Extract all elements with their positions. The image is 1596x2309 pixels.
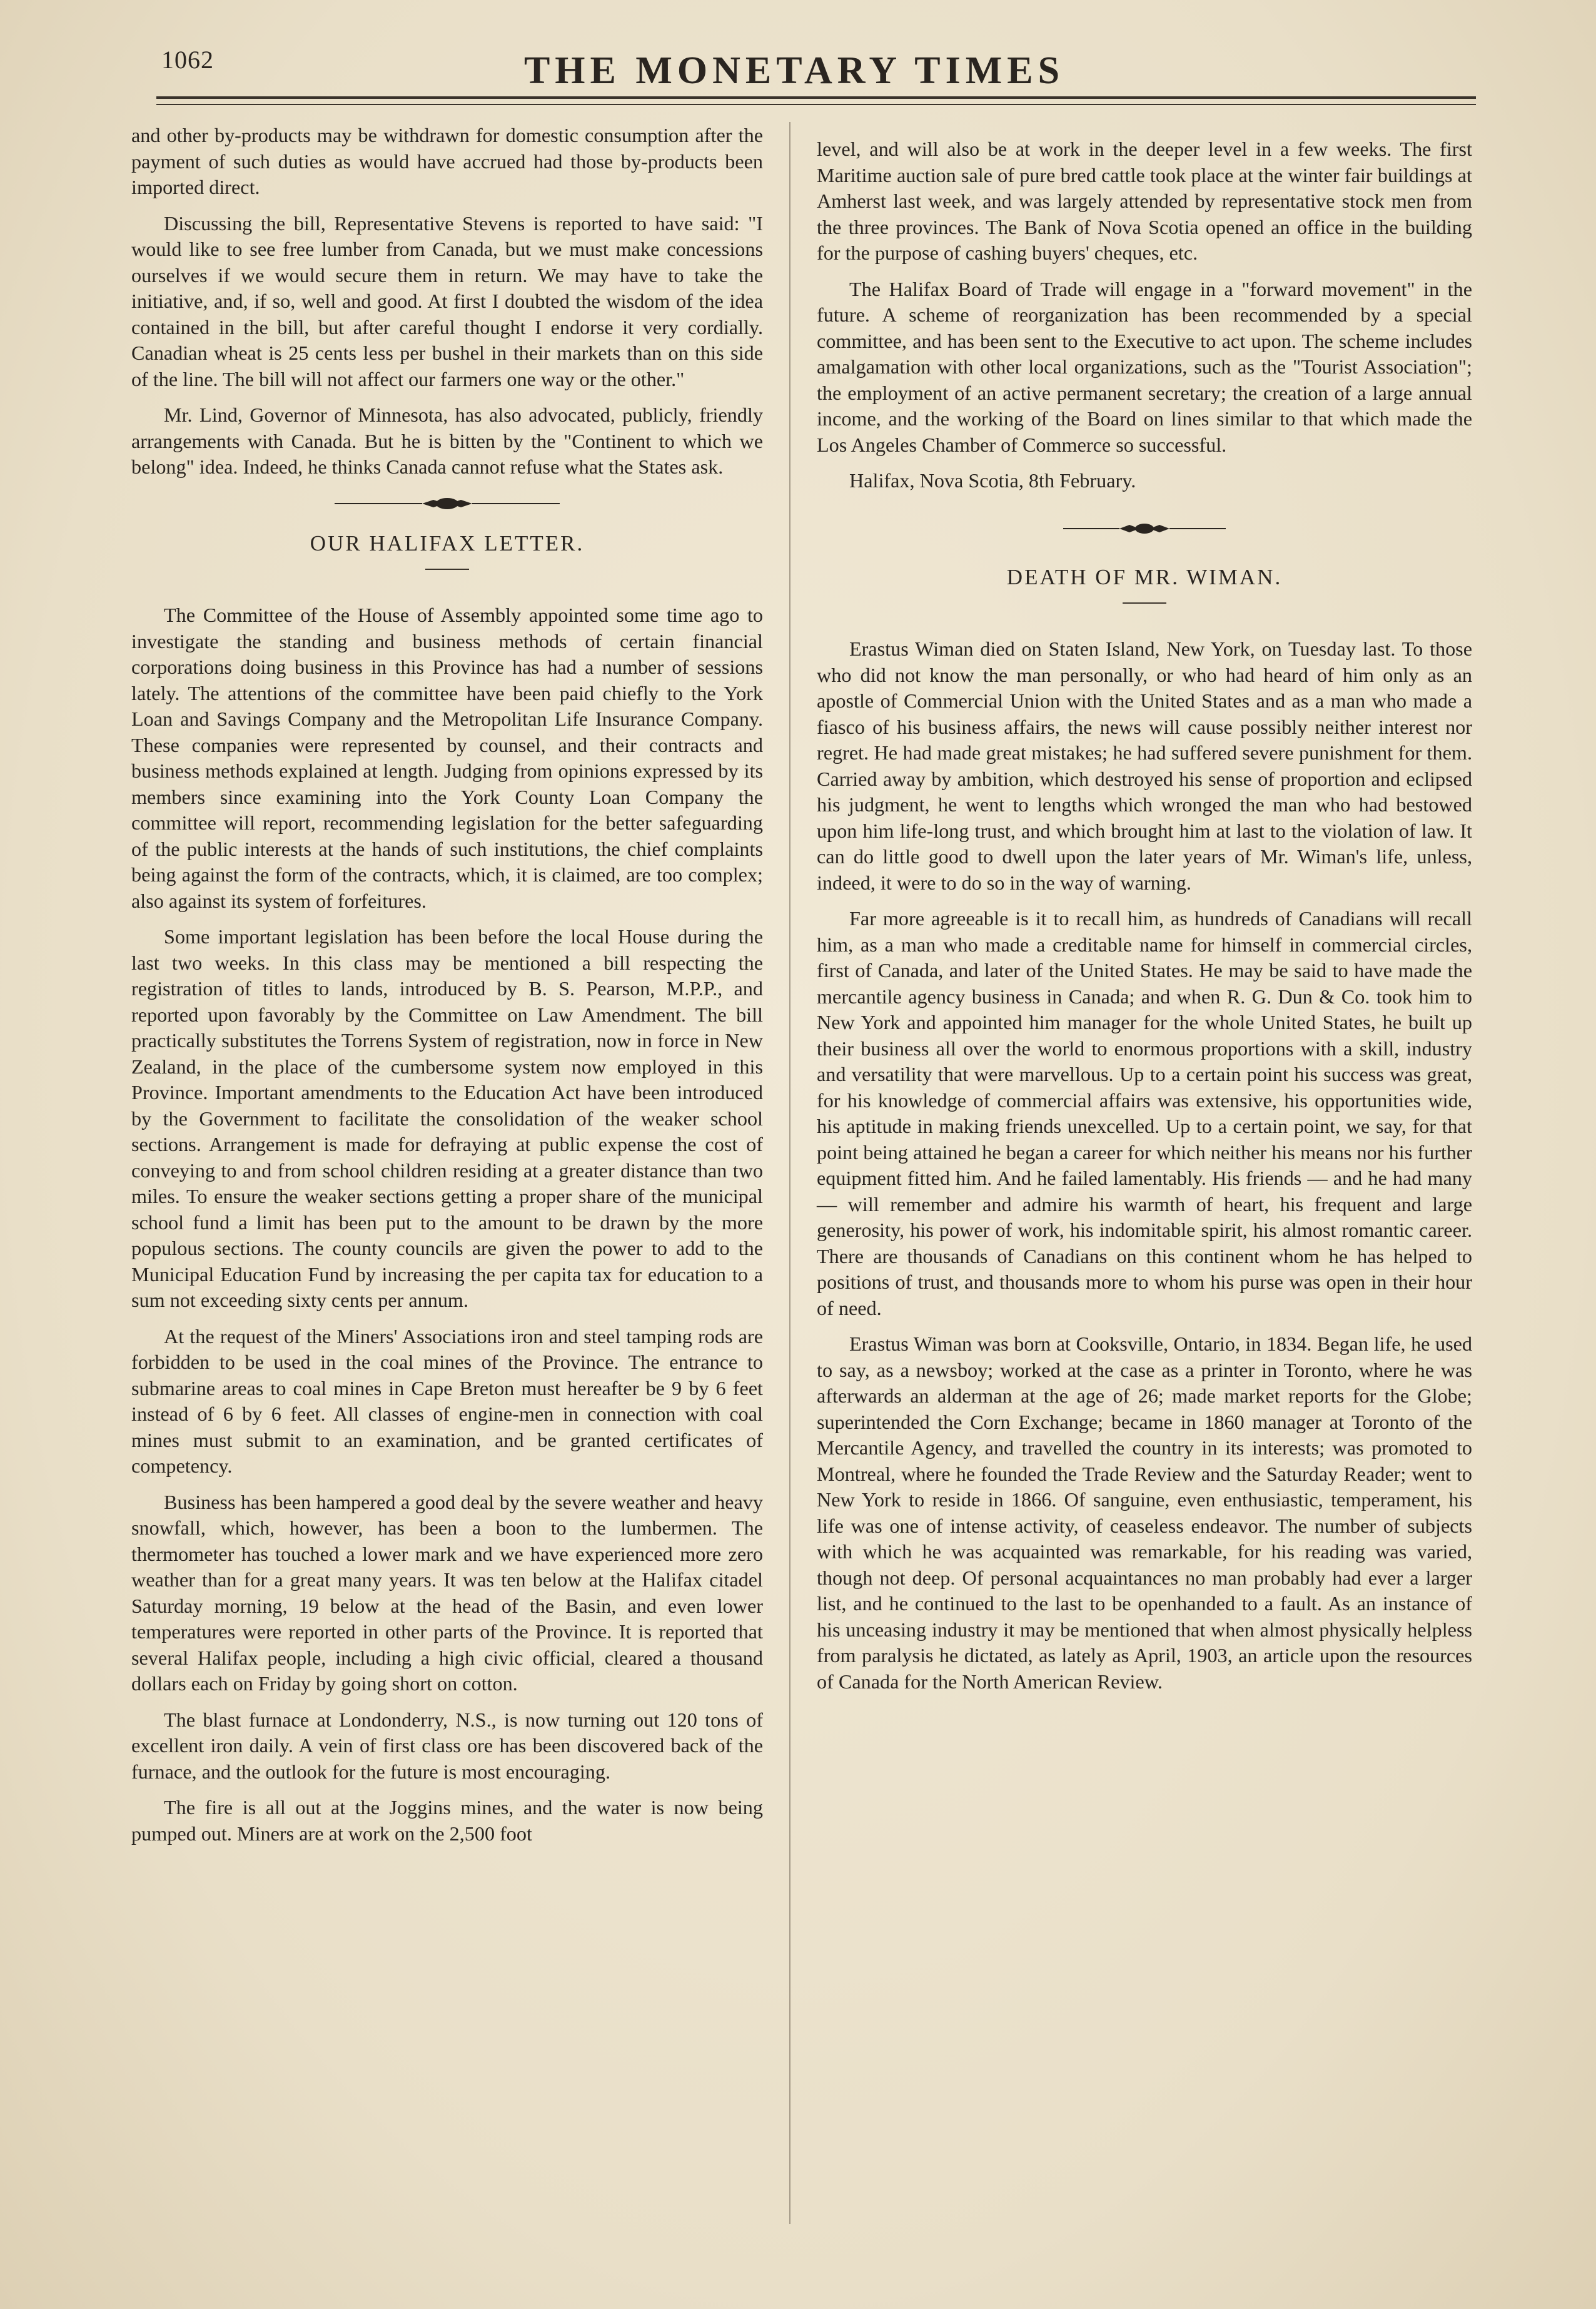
paragraph: The fire is all out at the Joggins mines, and the water is now being pumped out. Miners are at work on the 2,500 foot: [131, 1796, 763, 1845]
paragraph: The Halifax Board of Trade will engage in a "forward movement" in the future. A scheme of reorganization has been recommended by a special committee, and has been sent to the Executive to act upon. The scheme includes amalgamation with other local organizations, such as the "Tourist Association"; the employment of an active permanent secretary; the creation of a large annual income, and the working of the Board on lines similar to that which made the Los Angeles Chamber of Commerce so successful.: [817, 277, 1472, 456]
section-heading: OUR HALIFAX LETTER.: [310, 530, 585, 556]
right-column: [817, 123, 1472, 1705]
paragraph: Erastus Wiman died on Staten Island, New York, on Tuesday last. To those who did not know the man personally, or who had heard of him only as an apostle of Commercial Union with the United States and as a man who made a fiasco of his business affairs, the news will cause possibly neither interest nor regret. He had made great mistakes; he had suffered severe punishment for them. Carried away by ambition, which destroyed his sense of proportion and eclipsed his judgment, he went to lengths which wronged the man who had bestowed upon him life-long trust, and which brought him at last to the violation of law. It can do little good to dwell upon the later years of Mr. Wiman's life, unless, indeed, it were to do so in the way of warning.: [817, 637, 1472, 894]
header-rule-thin: [156, 104, 1476, 105]
column-divider: [789, 122, 790, 2224]
publication-title: THE MONETARY TIMES: [523, 49, 1065, 92]
heading-rule: [425, 569, 469, 570]
ornament-divider-icon: [1063, 519, 1226, 538]
page-number: 1062: [161, 46, 214, 74]
paragraph: and other by-products may be withdrawn for domestic consumption after the payment of such duties as would have accrued had those by-products been imported direct.: [131, 124, 763, 198]
paragraph: Mr. Lind, Governor of Minnesota, has also advocated, publicly, friendly arrangements with Canada. But he is bitten by the "Continent to which we belong" idea. Indeed, he thinks Canada cannot refuse what the States ask.: [131, 403, 763, 478]
paragraph: The blast furnace at Londonderry, N.S., is now turning out 120 tons of excellent iron daily. A vein of first class ore has been discovered back of the furnace, and the outlook for the future is most encouraging.: [131, 1708, 763, 1783]
header-rule: [156, 96, 1476, 99]
paragraph: At the request of the Miners' Associations iron and steel tamping rods are forbidden to be used in the coal mines of the Province. The entrance to submarine areas to coal mines in Cape Breton must hereafter be 9 by 6 feet instead of 6 by 6 feet. All classes of engine-men in connection with coal mines must submit to an examination, and be granted certificates of competency.: [131, 1324, 763, 1477]
paragraph: level, and will also be at work in the deeper level in a few weeks. The first Maritime auction sale of pure bred cattle took place at the winter fair buildings at Amherst last week, and was largely attended by representative stock men from the three provinces. The Bank of Nova Scotia opened an office in the building for the purpose of cashing buyers' cheques, etc.: [817, 138, 1472, 264]
paragraph: Some important legislation has been before the local House during the last two weeks. In this class may be mentioned a bill respecting the registration of titles to lands, introduced by B. S. Pearson, M.P.P., and reported upon favorably by the Committee on Law Amendment. The bill practically substitutes the Torrens System of registration, now in force in New Zealand, in the place of the cumbersome system now employed in this Province. Important amendments to the Education Act have been introduced by the Government to facilitate the consolidation of the weaker school sections. Arrangement is made for defraying at public expense the cost of conveying to and from school children residing at a greater distance than two miles. To ensure the weaker sections getting a proper share of the municipal school fund a limit has been put to the amount to be drawn by the more populous sections. The county councils are given the power to add to the Municipal Education Fund by increasing the per capita tax for education to a sum not exceeding sixty cents per annum.: [131, 925, 763, 1311]
paragraph: The Committee of the House of Assembly appointed some time ago to investigate the standing and business methods of certain financial corporations doing business in this Province has had a number of sessions lately. The attentions of the committee have been paid chiefly to the York Loan and Savings Company and the Metropolitan Life Insurance Company. These companies were represented by counsel, and their contracts and business methods explained at length. Judging from opinions expressed by its members since examining into the York County Loan Company the committee will report, recommending legislation for the better safeguarding of the public interests at the hands of such institutions, the chief complaints being against the form of the contracts, which, it is claimed, are too complex; also against its system of forfeitures.: [131, 604, 763, 912]
paragraph: Business has been hampered a good deal by the severe weather and heavy snowfall, which, however, has been a boon to the lumbermen. The thermometer has touched a lower mark and we have experienced more zero weather than for a great many years. It was ten below at the Halifax citadel Saturday morning, 19 below at the head of the Basin, and even lower temperatures were reported in other parts of the Province. It is reported that several Halifax people, including a high civic official, cleared a thousand dollars each on Friday by going short on cotton.: [131, 1490, 763, 1695]
ornament-divider-icon: [335, 494, 560, 513]
section-heading: DEATH OF MR. WIMAN.: [1006, 564, 1283, 589]
paragraph: Erastus Wiman was born at Cooksville, Ontario, in 1834. Began life, he used to say, as a newsboy; worked at the case as a printer in Toronto, where he was afterwards an alderman at the age of 26; made market reports for the Globe; superintended the Corn Exchange; became in 1860 manager at Toronto of the Mercantile Agency, and travelled the country in its interests; was promoted to Montreal, where he founded the Trade Review and the Saturday Reader; went to New York to reside in 1866. Of sanguine, even enthusiastic, temperament, his life was one of intense activity, of ceaseless endeavor. The number of subjects with which he was acquainted was remarkable, for his reading was varied, though not deep. Of personal acquaintances no man probably had ever a larger list, and he continued to the last to be openhanded to a fault. As an instance of his unceasing industry it may be mentioned that when almost physically helpless from paralysis he dictated, as lately as April, 1903, an article upon the resources of Canada for the North American Review.: [817, 1332, 1472, 1693]
paragraph: Far more agreeable is it to recall him, as hundreds of Canadians will recall him, as a man who made a creditable name for himself in commercial circles, first of Canada, and later of the United States. He may be said to have made the mercantile agency business in Canada; and when R. G. Dun & Co. took him to New York and appointed him manager for the whole United States, he built up their business all over the world to enormous proportions with a skill, industry and versatility that were marvellous. Up to a certain point his success was great, for his knowledge of commercial affairs was extensive, his opportunities wide, his aptitude in making friends unexcelled. Up to a certain point, we say, for that point being attained he began a career for which neither his means nor his further equipment fitted him. And he failed lamentably. His friends — and he had many — will remember and admire his warmth of heart, his frequent and large generosity, his power of work, his indomitable spirit, his almost romantic career. There are thousands of Canadians on this continent whom he has helped to positions of trust, and thousands more to whom his purse was open in their hour of need.: [817, 907, 1472, 1319]
heading-rule: [1123, 602, 1166, 604]
dateline: Halifax, Nova Scotia, 8th February.: [849, 469, 1136, 492]
left-column: [131, 123, 763, 1857]
paragraph: Discussing the bill, Representative Stevens is reported to have said: "I would like to see free lumber from Canada, but we must make concessions ourselves if we would secure them in return. We may have to take the initiative, and, if so, well and good. At first I doubted the wisdom of the idea contained in the bill, but after careful thought I endorse it very cordially. Canadian wheat is 25 cents less per bushel in their markets than on this side of the line. The bill will not affect our farmers one way or the other.": [131, 211, 763, 390]
